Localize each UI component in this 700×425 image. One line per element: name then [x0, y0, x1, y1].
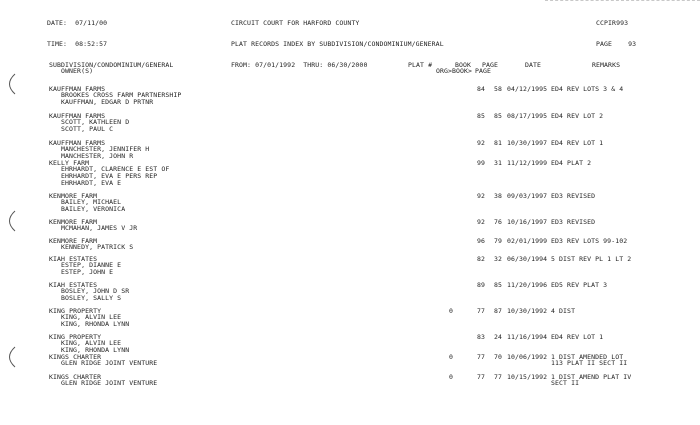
record-owner: GLEN RIDGE JOINT VENTURE: [61, 379, 158, 387]
punch-hole-mark: [3, 210, 17, 232]
record-page: 79: [493, 237, 502, 245]
court-name: CIRCUIT COURT FOR HARFORD COUNTY: [231, 19, 360, 27]
report-title-block: [231, 6, 444, 83]
record-owners: [61, 360, 157, 367]
record-page: 38: [493, 192, 502, 200]
record-owner: GLEN RIDGE JOINT VENTURE: [61, 359, 158, 367]
record-owners: [61, 199, 125, 213]
record-book: 77: [476, 373, 485, 381]
record-subdivision: KINGS CHARTER: [49, 353, 102, 361]
record-page: 81: [493, 139, 502, 147]
record-page: 58: [493, 85, 502, 93]
report-datetime: [47, 6, 107, 62]
date-range: FROM: 07/01/1992 THRU: 06/30/2000: [231, 61, 368, 69]
record-owner: BROOKES CROSS FARM PARTNERSHIP: [61, 91, 182, 99]
record-page: 87: [493, 307, 502, 315]
record-book: 96: [476, 237, 485, 245]
record-page: 76: [493, 218, 502, 226]
record-page: 85: [493, 281, 502, 289]
record-owners: [61, 314, 129, 328]
record-book: 92: [476, 139, 485, 147]
record-owner: ESTEP, JOHN E: [61, 268, 114, 276]
punch-hole-mark: [3, 346, 17, 368]
page-number: PAGE 93: [596, 40, 637, 48]
record-subdivision: KENMORE FARM: [49, 192, 98, 200]
record-owners: [61, 166, 169, 187]
record-owner: ESTEP, DIANNE E: [61, 261, 122, 269]
record-subdivision: KENMORE FARM: [49, 237, 98, 245]
record-remarks: ED3 REVISED: [551, 218, 596, 226]
report-time: TIME: 08:52:57: [47, 40, 108, 48]
record-book: 85: [476, 112, 485, 120]
record-remarks: 1 DIST AMENDED LOT: [551, 353, 624, 361]
record-date: 08/17/1995: [507, 112, 548, 120]
record-book: 77: [476, 353, 485, 361]
column-header-org: ORG>: [436, 67, 453, 75]
record-date: 10/15/1992: [507, 373, 548, 381]
column-header-subdivision: SUBDIVISION/CONDOMINIUM/GENERAL: [49, 61, 174, 69]
record-owner: KING, ALVIN LEE: [61, 313, 122, 321]
record-date: 11/20/1996: [507, 281, 548, 289]
column-header-remarks: REMARKS: [592, 61, 621, 69]
record-owner: KING, RHONDA LYNN: [61, 320, 130, 328]
report-id: CCPIR993: [596, 19, 629, 27]
record-plat-number: 0: [448, 307, 453, 315]
record-page: 24: [493, 333, 502, 341]
record-remarks: 4 DIST: [551, 307, 576, 315]
record-owner: KING, RHONDA LYNN: [61, 346, 130, 354]
record-remarks: ED4 REV LOT 2: [551, 112, 604, 120]
record-remarks: ED4 REV LOT 1: [551, 139, 604, 147]
record-date: 04/12/1995: [507, 85, 548, 93]
record-subdivision: KENMORE FARM: [49, 218, 98, 226]
column-header-book: BOOK: [455, 61, 472, 69]
record-owner: BOSLEY, SALLY S: [61, 294, 122, 302]
record-remarks: ED5 REV PLAT 3: [551, 281, 608, 289]
page-top-edge-line: [545, 0, 700, 1]
record-remarks-continued: 113 PLAT II SECT II: [551, 359, 628, 367]
record-owner: MANCHESTER, JOHN R: [61, 152, 134, 160]
record-plat-number: 0: [448, 373, 453, 381]
column-header-date: DATE: [525, 61, 542, 69]
column-header-plat: PLAT #: [408, 61, 433, 69]
record-owner: BOSLEY, JOHN D SR: [61, 287, 130, 295]
record-date: 10/06/1992: [507, 353, 548, 361]
record-owner: EHRHARDT, CLARENCE E EST OF: [61, 165, 170, 173]
record-page: 31: [493, 159, 502, 167]
record-book: 84: [476, 85, 485, 93]
record-book: 77: [476, 307, 485, 315]
record-remarks: ED4 REV LOTS 3 & 4: [551, 85, 624, 93]
record-owners: [61, 92, 181, 106]
record-page: 70: [493, 353, 502, 361]
record-subdivision: KING PROPERTY: [49, 307, 102, 315]
record-date: 11/16/1994: [507, 333, 548, 341]
record-owner: SCOTT, PAUL C: [61, 125, 114, 133]
record-date: 10/30/1997: [507, 139, 548, 147]
record-book: 82: [476, 255, 485, 263]
record-remarks: ED4 PLAT 2: [551, 159, 592, 167]
record-owners: [61, 262, 121, 276]
record-remarks: ED4 REV LOT 1: [551, 333, 604, 341]
record-remarks: ED3 REV LOTS 99-102: [551, 237, 628, 245]
record-remarks: ED3 REVISED: [551, 192, 596, 200]
record-owners: [61, 244, 133, 251]
record-date: 06/30/1994: [507, 255, 548, 263]
record-subdivision: KAUFFMAN FARMS: [49, 112, 106, 120]
column-header-owners: OWNER(S): [61, 67, 94, 75]
record-owner: KENNEDY, PATRICK S: [61, 243, 134, 251]
record-subdivision: KAUFFMAN FARMS: [49, 139, 106, 147]
record-date: 11/12/1999: [507, 159, 548, 167]
record-date: 10/30/1992: [507, 307, 548, 315]
record-owner: KAUFFMAN, EDGAR D PRTNR: [61, 98, 154, 106]
record-owners: [61, 380, 157, 387]
column-header-page: PAGE: [482, 61, 499, 69]
record-book: 92: [476, 218, 485, 226]
record-owners: [61, 225, 137, 232]
record-book: 99: [476, 159, 485, 167]
record-book: 92: [476, 192, 485, 200]
column-header-page-sub: PAGE: [475, 67, 492, 75]
record-owner: KING, ALVIN LEE: [61, 339, 122, 347]
punch-hole-mark: [3, 73, 17, 95]
record-owner: EHRHARDT, EVA E: [61, 179, 122, 187]
record-date: 02/01/1999: [507, 237, 548, 245]
record-owner: SCOTT, KATHLEEN D: [61, 118, 130, 126]
record-owner: MANCHESTER, JENNIFER H: [61, 145, 150, 153]
record-subdivision: KAUFFMAN FARMS: [49, 85, 106, 93]
record-subdivision: KING PROPERTY: [49, 333, 102, 341]
record-plat-number: 0: [448, 353, 453, 361]
record-book: 83: [476, 333, 485, 341]
record-date: 09/03/1997: [507, 192, 548, 200]
record-subdivision: KELLY FARM: [49, 159, 90, 167]
record-owner: EHRHARDT, EVA E PERS REP: [61, 172, 158, 180]
record-owner: BAILEY, MICHAEL: [61, 198, 122, 206]
record-remarks-continued: SECT II: [551, 379, 580, 387]
record-page: 85: [493, 112, 502, 120]
record-page: 32: [493, 255, 502, 263]
record-subdivision: KIAH ESTATES: [49, 281, 98, 289]
record-page: 77: [493, 373, 502, 381]
record-subdivision: KIAH ESTATES: [49, 255, 98, 263]
record-remarks: 5 DIST REV PL 1 LT 2: [551, 255, 632, 263]
record-subdivision: KINGS CHARTER: [49, 373, 102, 381]
record-owners: [61, 119, 129, 133]
record-book: 89: [476, 281, 485, 289]
record-owner: MCMAHAN, JAMES V JR: [61, 224, 138, 232]
column-header-book-sub: BOOK>: [452, 67, 473, 75]
record-owners: [61, 288, 129, 302]
record-owner: BAILEY, VERONICA: [61, 205, 126, 213]
record-owners: [61, 340, 129, 354]
record-date: 10/16/1997: [507, 218, 548, 226]
record-owners: [61, 146, 149, 160]
report-title: PLAT RECORDS INDEX BY SUBDIVISION/CONDOMINIUM/GENERAL: [231, 40, 444, 48]
report-date: DATE: 07/11/00: [47, 19, 108, 27]
record-remarks: 1 DIST AMEND PLAT IV: [551, 373, 632, 381]
report-id-block: [596, 6, 636, 62]
